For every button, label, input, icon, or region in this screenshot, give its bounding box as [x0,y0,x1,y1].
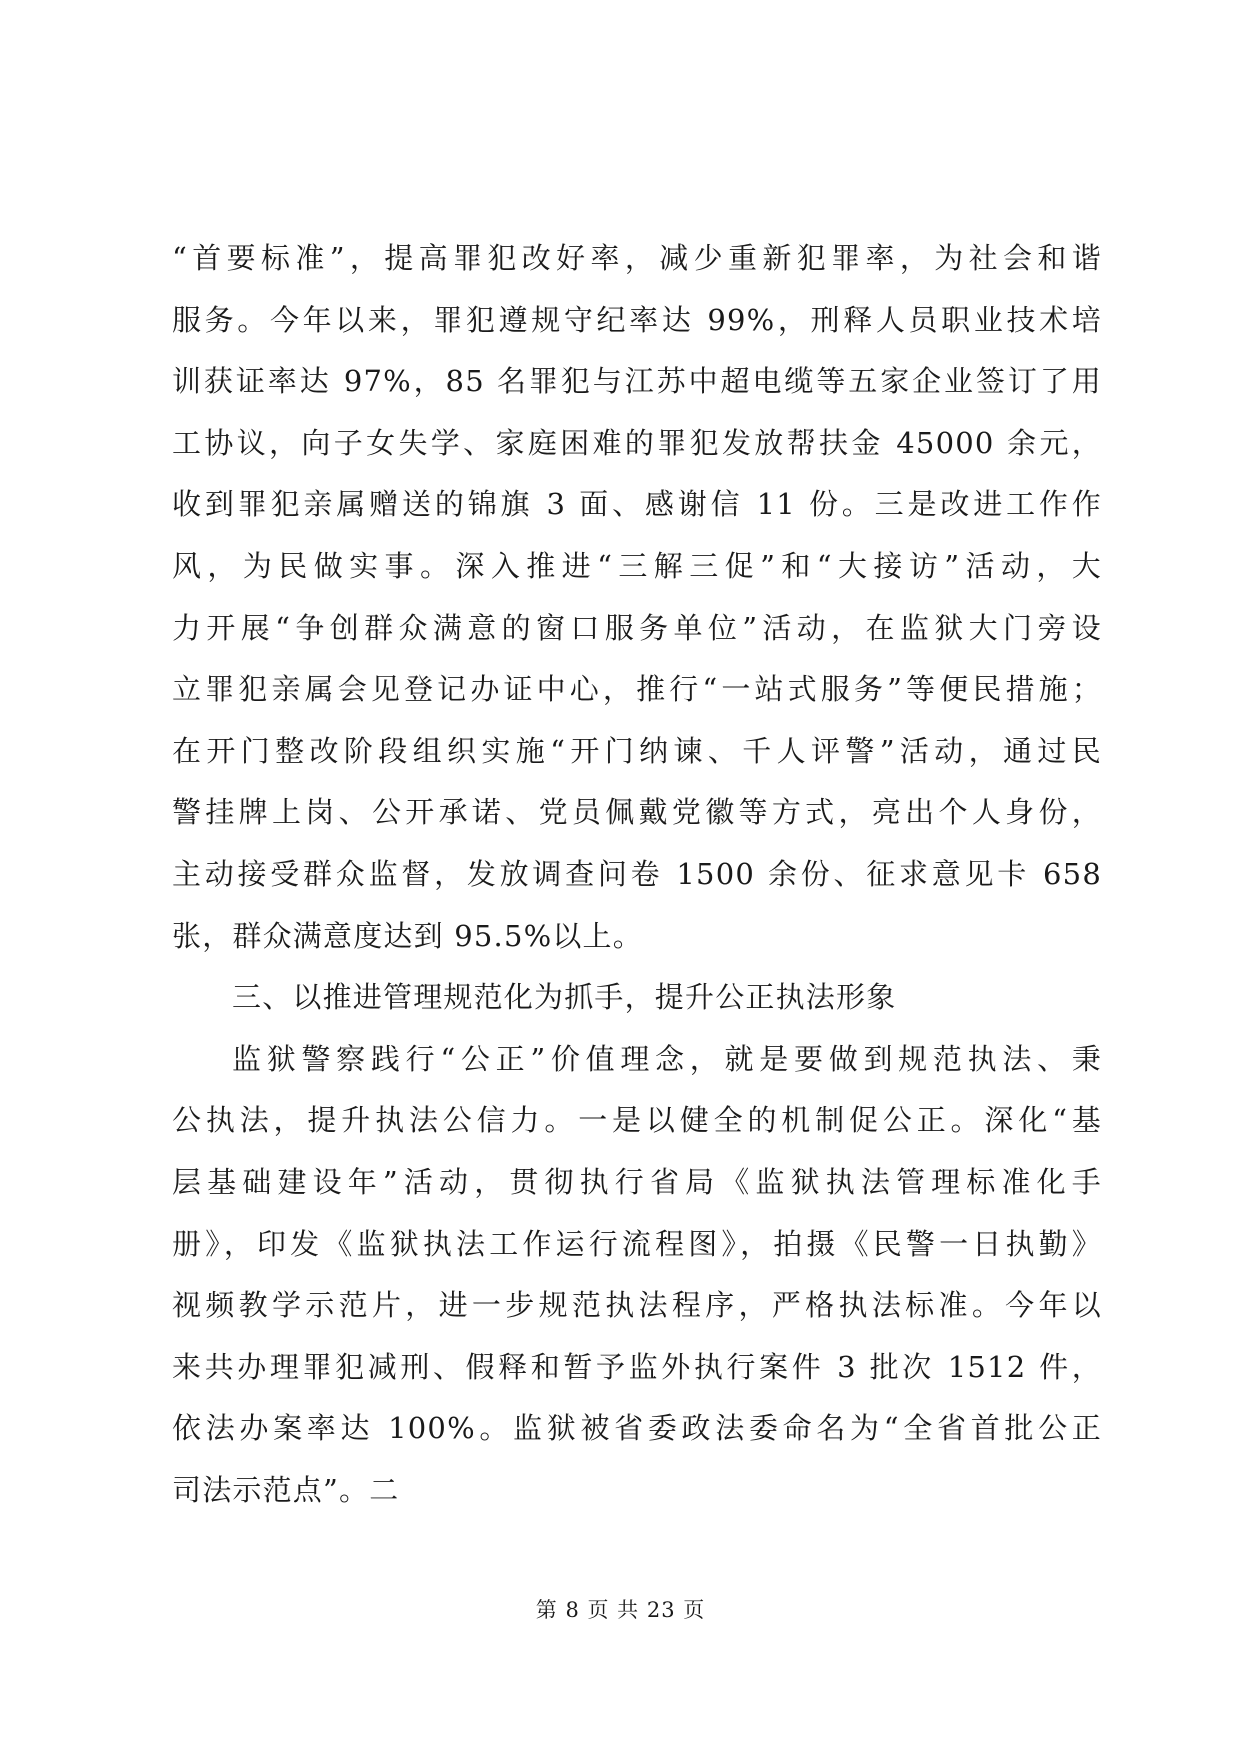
text-line: 依法办案率达 100%。监狱被省委政法委命名为“全省首批公正 [172,1411,1102,1446]
text-line: 监狱警察践行“公正”价值理念，就是要做到规范执法、秉 [232,1041,1102,1076]
text-line: 在开门整改阶段组织实施“开门纳谏、千人评警”活动，通过民 [172,733,1102,768]
text-line: 力开展“争创群众满意的窗口服务单位”活动，在监狱大门旁设 [172,610,1102,645]
text-line: 来共办理罪犯减刑、假释和暂予监外执行案件 3 批次 1512 件， [172,1349,1102,1384]
text-line: 司法示范点”。二 [172,1472,400,1507]
text-line: 立罪犯亲属会见登记办证中心，推行“一站式服务”等便民措施； [172,672,1102,707]
text-line: 警挂牌上岗、公开承诺、党员佩戴党徽等方式，亮出个人身份， [172,795,1102,830]
page-number-footer: 第 8 页 共 23 页 [535,1598,706,1622]
text-line: 风，为民做实事。深入推进“三解三促”和“大接访”活动，大 [172,548,1102,583]
text-line: 工协议，向子女失学、家庭困难的罪犯发放帮扶金 45000 余元， [172,425,1102,460]
text-line: 层基础建设年”活动，贯彻执行省局《监狱执法管理标准化手 [172,1164,1102,1199]
text-line: “首要标准”，提高罪犯改好率，减少重新犯罪率，为社会和谐 [172,241,1102,275]
text-line: 册》，印发《监狱执法工作运行流程图》，拍摄《民警一日执勤》 [172,1226,1102,1261]
section-heading: 三、以推进管理规范化为抓手，提升公正执法形象 [232,980,897,1015]
text-line: 收到罪犯亲属赠送的锦旗 3 面、感谢信 11 份。三是改进工作作 [172,487,1102,522]
text-line: 服务。今年以来，罪犯遵规守纪率达 99%，刑释人员职业技术培 [172,302,1102,337]
body-text [172,228,1102,1521]
text-line: 张，群众满意度达到 95.5%以上。 [172,918,643,953]
text-line: 主动接受群众监督，发放调查问卷 1500 余份、征求意见卡 658 [172,856,1102,891]
text-line: 公执法，提升执法公信力。一是以健全的机制促公正。深化“基 [172,1103,1102,1138]
text-line: 训获证率达 97%，85 名罪犯与江苏中超电缆等五家企业签订了用 [172,364,1102,399]
text-line: 视频教学示范片，进一步规范执法程序，严格执法标准。今年以 [172,1288,1102,1323]
